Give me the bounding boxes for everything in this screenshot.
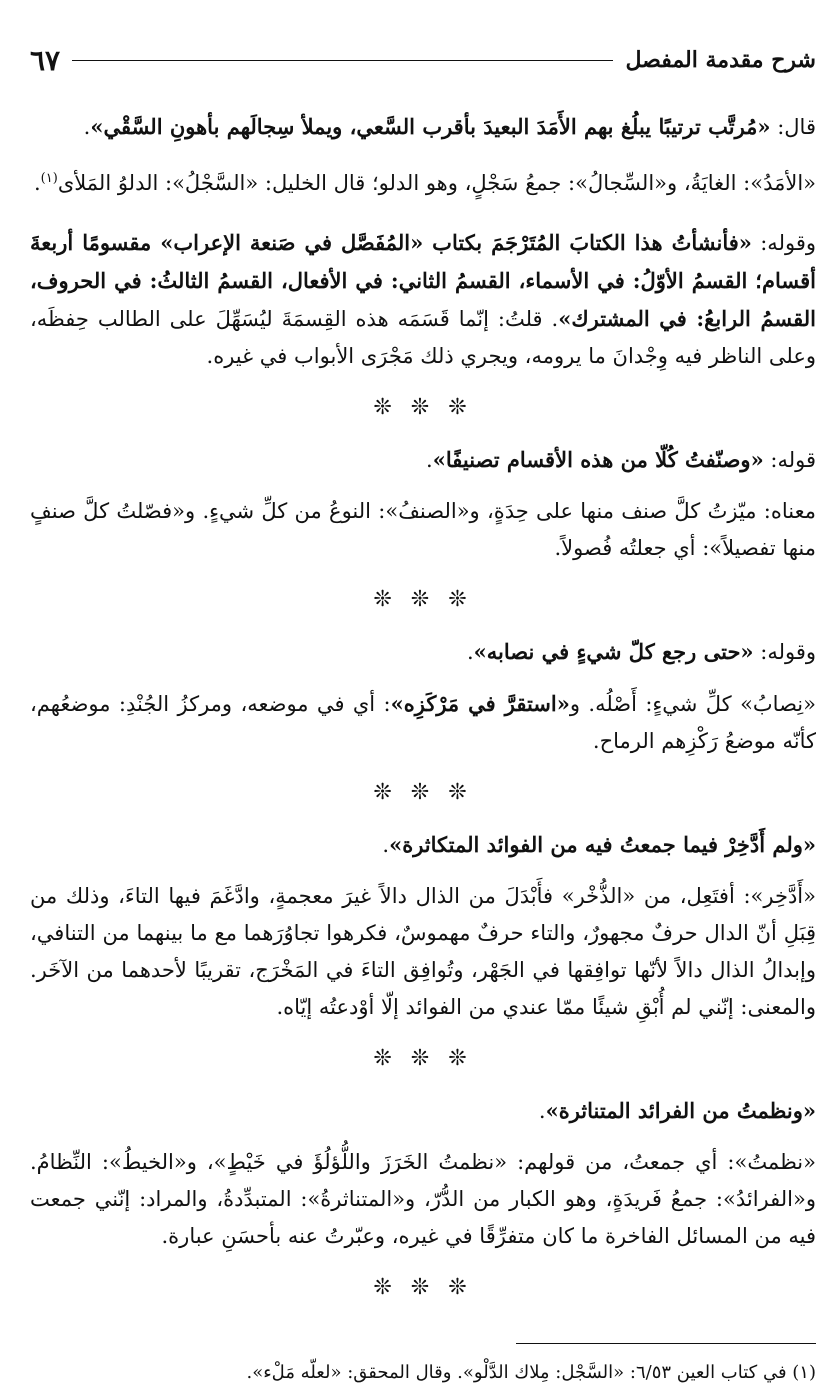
- quoted-text: «وصنّفتُ كُلّا من هذه الأقسام تصنيفًا»: [432, 447, 764, 472]
- explanation-end: .: [33, 171, 41, 195]
- explanation-text-a: «نِصابُ» كلِّ شيءٍ: أَصْلُه. و: [569, 692, 816, 716]
- quoted-text: «ولم أَدَّخِرْ فيما جمعتُ فيه من الفوائد المتكاثرة»: [389, 832, 816, 857]
- section-3-explanation: معناه: ميّزتُ كلَّ صنف منها على حِدَةٍ، و«الصنفُ»: النوعُ من كلِّ شيءٍ. و«فصّلتُ كلَّ صنفٍ منها تفصيلاً»: أي جعلتُه فُصولاً.: [30, 499, 816, 560]
- lead-end: .: [466, 640, 474, 664]
- header-rule: [72, 60, 613, 61]
- lead-text: وقوله:: [753, 640, 816, 664]
- explanation-text: «الأمَدُ»: الغايَةُ، و«السِّجالُ»: جمعُ سَجْلٍ، وهو الدلو؛ قال الخليل: «السَّجْلُ»: الدلوُ المَلأى: [57, 171, 816, 195]
- quoted-text: «حتى رجع كلّ شيءٍ في نصابه»: [473, 639, 754, 664]
- section-4-heading: [30, 633, 816, 671]
- section-5-explanation: «أَدَّخِر»: أفتَعِل، من «الذُّخْر» فأَبْدَلَ من الذال دالاً غيرَ معجمةٍ، وادَّغَمَ فيها التاءَ، وذلك من قِبَلِ أنّ الدال حرفٌ مجهورٌ، والتاء حرفٌ مهموسٌ، فكرهوا تجاوُرَهما مع ما بينهما من التنافي، وإبدالُ الذال دالاً لأنّها توافِقها في الجَهْر، وتُوافِق التاءَ في المَخْرَج، تقريبًا لأحدهما من الآخَر. والمعنى: إنّني لم أُبْقِ شيئًا ممّا عندي من الفوائد إلّا أوْدعتُه إيّاه.: [30, 884, 816, 1019]
- section-2-paragraph: [30, 224, 816, 375]
- section-separator: ❊ ❊ ❊: [373, 1046, 473, 1071]
- lead-text: وقوله:: [751, 231, 816, 255]
- quoted-text: «ونظمتُ من الفرائد المتناثرة»: [545, 1098, 816, 1123]
- running-title: شرح مقدمة المفصل: [625, 47, 816, 73]
- lead-end: .: [426, 448, 433, 472]
- commentary-text: . قلتُ: إنّما قَسَمَه هذه القِسمَةَ ليُسَهِّلَ على الطالب حِفظَه، وعلى الناظر فيه وِجْدانَ ما يرومه، ويجري ذلك مَجْرَى الأبواب في غيره.: [30, 307, 816, 368]
- explanation-text-b: : أي في موضعه، ومركزُ الجُنْدِ: موضعُهم، كأنّه موضعُ رَكْزِهم الرماح.: [30, 692, 816, 753]
- lead-end: .: [83, 115, 91, 139]
- lead-text: قال:: [770, 115, 816, 139]
- section-6-heading: [30, 1092, 816, 1130]
- lead-text: قوله:: [763, 448, 816, 472]
- footnote-ref[interactable]: (١): [40, 171, 58, 186]
- page-number: ٦٧: [30, 43, 61, 77]
- page-header: [30, 40, 816, 80]
- quoted-text: «مُرتَّب ترتيبًا يبلُغ بهم الأَمَدَ البعيدَ بأقرب السَّعي، ويملأ سِجالَهم بأهونِ السَّقْي»: [90, 114, 771, 139]
- section-5-heading: [30, 826, 816, 864]
- section-1-heading: [30, 108, 816, 146]
- section-6-explanation: «نظمتُ»: أي جمعتُ، من قولهم: «نظمتُ الخَرَزَ واللُّؤلُؤَ في خَيْطٍ»، و«الخيطُ»: النِّظامُ. و«الفرائدُ»: جمعُ فَريدَةٍ، وهو الكبار من الدُّرّ، و«المتناثرةُ»: المتبدِّدةُ، والمراد: إنّني جمعت فيه من المسائل الفاخرة ما كان متفرِّقًا في غيره، وعبّرتُ عنه بأحسَنِ عبارة.: [30, 1150, 816, 1248]
- section-3-heading: [30, 441, 816, 479]
- section-separator: ❊ ❊ ❊: [373, 395, 473, 420]
- section-1-explanation: [30, 160, 816, 202]
- section-separator: ❊ ❊ ❊: [373, 780, 473, 805]
- footnote-rule: [516, 1343, 816, 1344]
- section-4-explanation: [30, 685, 816, 760]
- section-separator: ❊ ❊ ❊: [373, 587, 473, 612]
- lead-end: .: [538, 1099, 546, 1123]
- section-separator: ❊ ❊ ❊: [373, 1275, 473, 1300]
- explanation-bold: «استقرَّ في مَرْكَزِه»: [390, 691, 570, 716]
- footnote: (١) في كتاب العين ٦/٥٣: «السَّجْل: مِلاك الدَّلْو». وقال المحقق: «لعلّه مَلْء».: [246, 1362, 816, 1383]
- lead-end: .: [382, 833, 390, 857]
- quoted-text: «فأنشأتُ هذا الكتابَ المُتَرْجَمَ بكتاب «المُفَصَّل في صَنعة الإعراب» مقسومًا أربعةَ أقسام؛ القسمُ الأوّلُ: في الأسماء، القسمُ الثاني: في الأفعال، القسمُ الثالثُ: في الحروف، القسمُ الرابعُ: في المشترك»: [30, 230, 817, 331]
